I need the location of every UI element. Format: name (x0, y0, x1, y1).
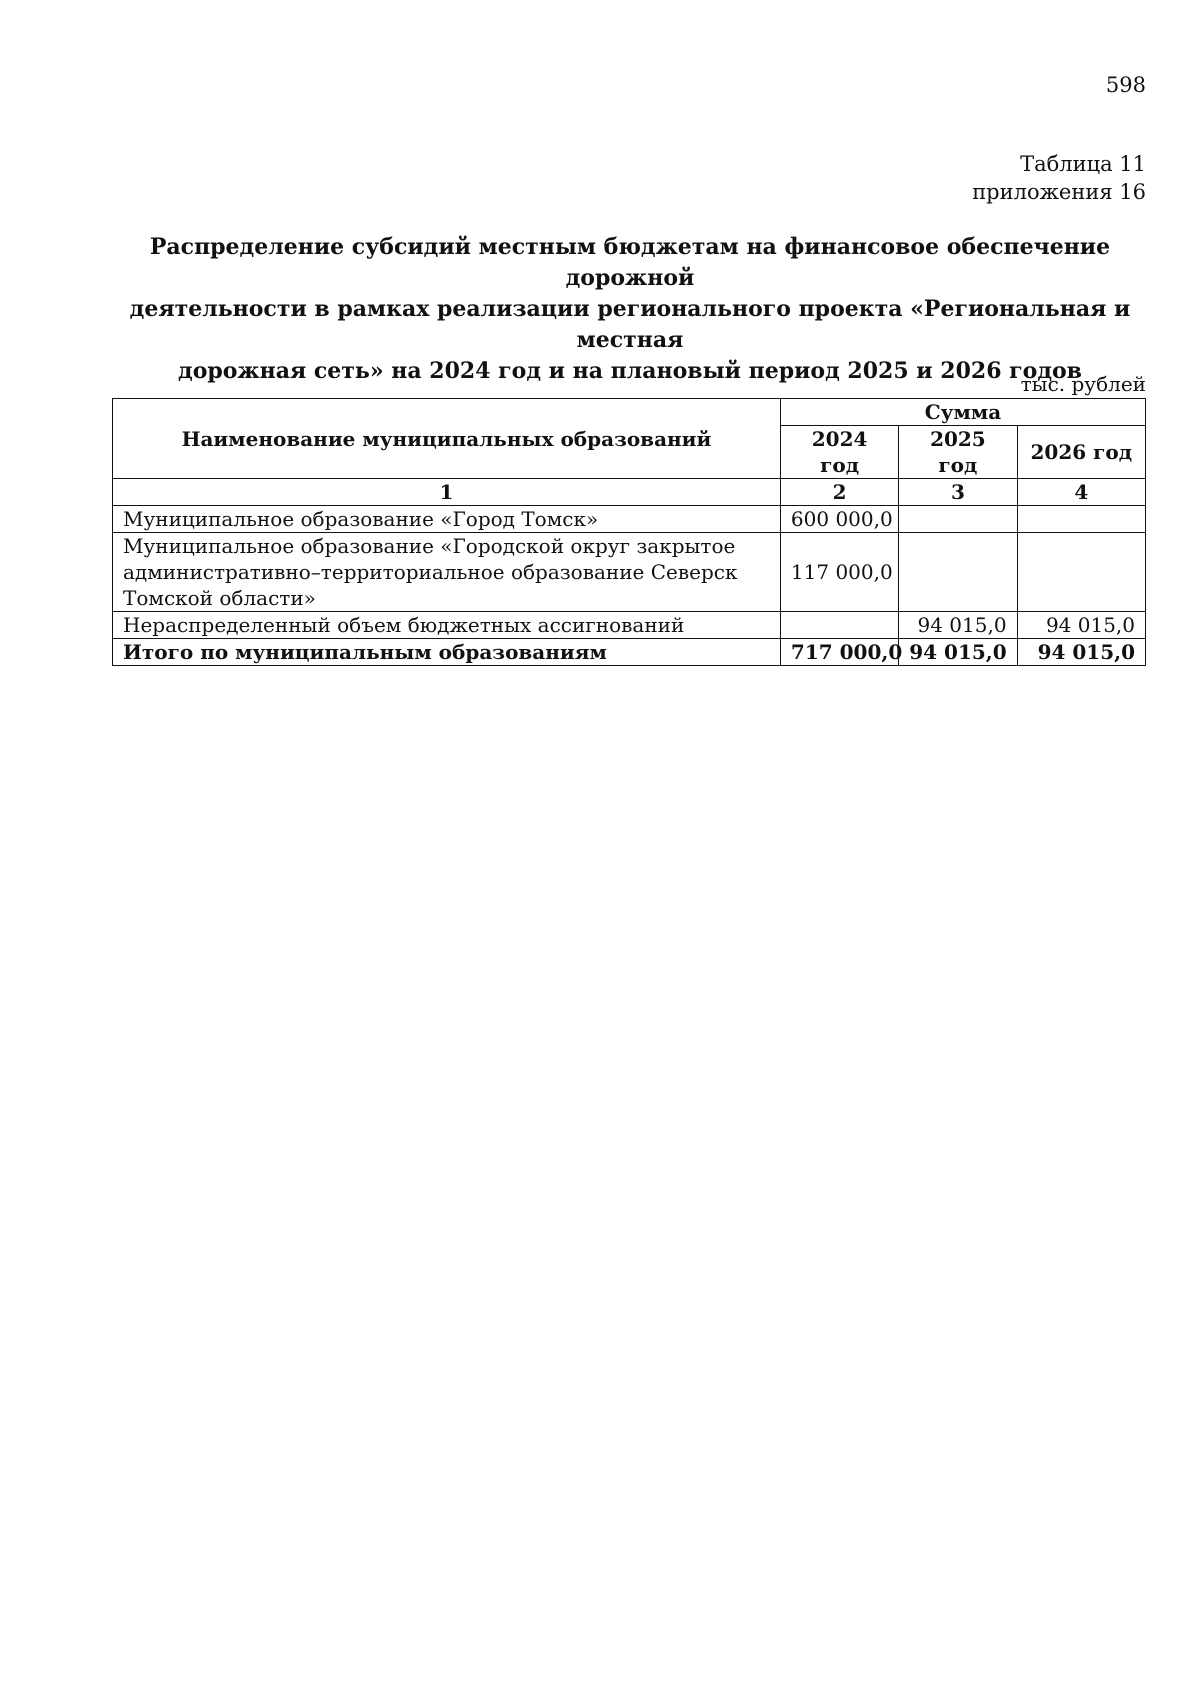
header-year-2024: 2024 год (780, 426, 898, 479)
municipality-name-line: административно–территориальное образование Северск (123, 560, 738, 584)
subsidy-table (112, 398, 1146, 666)
table-reference (972, 150, 1146, 206)
municipality-name (113, 612, 781, 639)
value-2025 (899, 533, 1017, 612)
column-number: 1 (113, 479, 781, 506)
header-row (113, 399, 1146, 426)
header-year-2026: 2026 год (1017, 426, 1145, 479)
value-2025: 94 015,0 (899, 612, 1017, 639)
municipality-name-line: Томской области» (123, 586, 316, 610)
table-reference-line1: Таблица 11 (1020, 152, 1146, 176)
column-numbers-row (113, 479, 1146, 506)
units-label: тыс. рублей (1020, 372, 1146, 396)
total-label: Итого по муниципальным образованиям (113, 639, 781, 666)
total-2026: 94 015,0 (1017, 639, 1145, 666)
table-row (113, 612, 1146, 639)
header-municipality-name: Наименование муниципальных образований (113, 399, 781, 479)
value-2024: 600 000,0 (780, 506, 898, 533)
value-2024 (780, 612, 898, 639)
total-2025: 94 015,0 (899, 639, 1017, 666)
column-number: 2 (780, 479, 898, 506)
page-number: 598 (1105, 73, 1146, 97)
value-2025 (899, 506, 1017, 533)
total-row (113, 639, 1146, 666)
document-title-line1: Распределение субсидий местным бюджетам на финансовое обеспечение дорожной (149, 234, 1111, 291)
municipality-name-line: Муниципальное образование «Городской округ закрытое (123, 534, 736, 558)
value-2024: 117 000,0 (780, 533, 898, 612)
table-row (113, 506, 1146, 533)
value-2026: 94 015,0 (1017, 612, 1145, 639)
table-reference-line2: приложения 16 (972, 180, 1146, 204)
municipality-name (113, 533, 781, 612)
total-2024: 717 000,0 (780, 639, 898, 666)
table-row (113, 533, 1146, 612)
header-year-2025: 2025 год (899, 426, 1017, 479)
document-title (112, 232, 1148, 387)
column-number: 3 (899, 479, 1017, 506)
value-2026 (1017, 533, 1145, 612)
municipality-name-line: Муниципальное образование «Город Томск» (123, 507, 599, 531)
header-sum: Сумма (780, 399, 1145, 426)
value-2026 (1017, 506, 1145, 533)
column-number: 4 (1017, 479, 1145, 506)
municipality-name-line: Нераспределенный объем бюджетных ассигнований (123, 613, 685, 637)
document-title-line2: деятельности в рамках реализации регионального проекта «Региональная и местная (129, 296, 1131, 353)
municipality-name (113, 506, 781, 533)
document-title-line3: дорожная сеть» на 2024 год и на плановый период 2025 и 2026 годов (178, 358, 1082, 384)
